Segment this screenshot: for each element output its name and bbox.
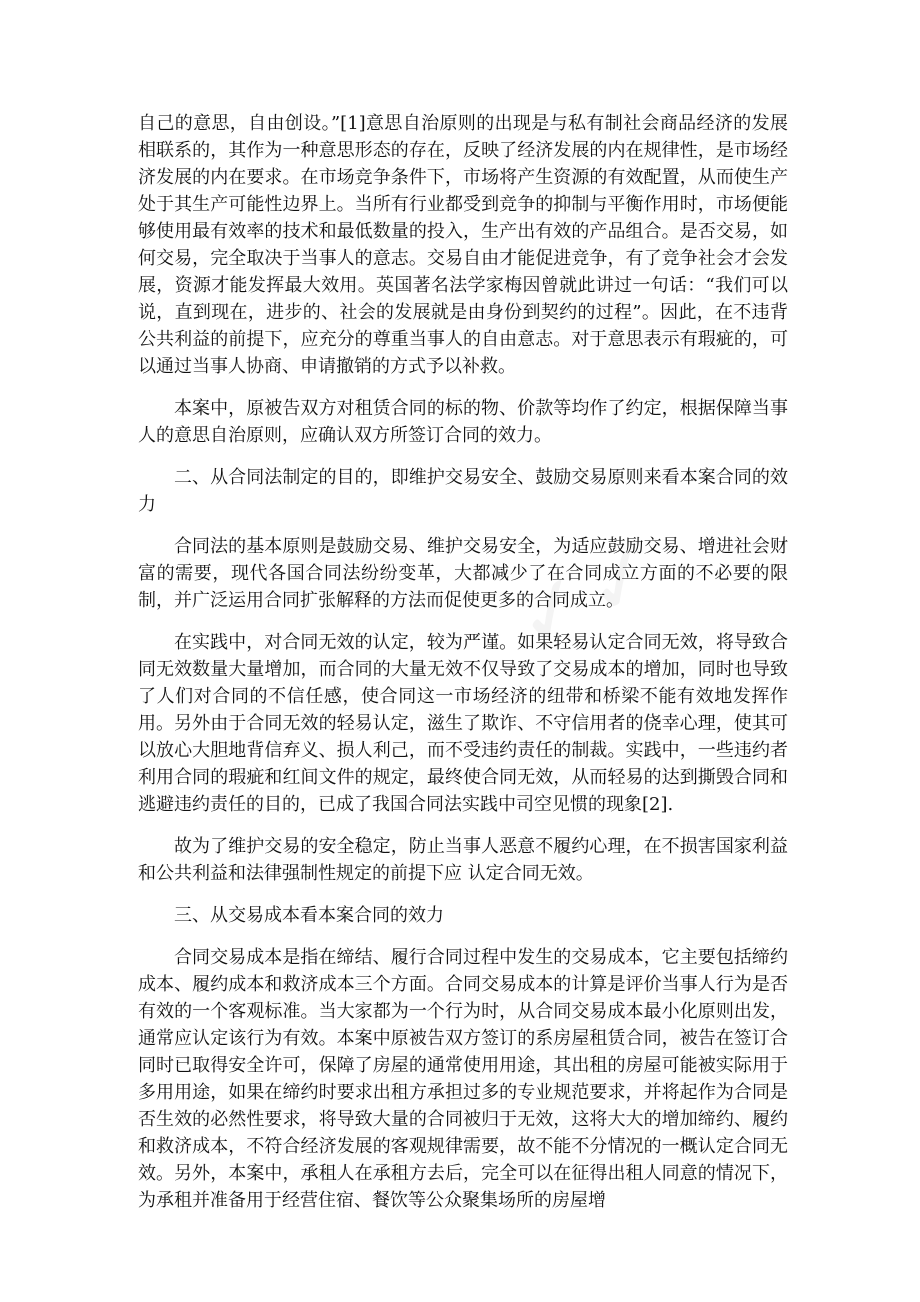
paragraph-case-conclusion: 本案中，原被告双方对租赁合同的标的物、价款等均作了约定，根据保障当事人的意思自治原则，应确认双方所签订合同的效力。 <box>138 398 788 446</box>
section-heading-2: 二、从合同法制定的目的，即维护交易安全、鼓励交易原则来看本案合同的效力 <box>138 467 788 515</box>
section-heading-3: 三、从交易成本看本案合同的效力 <box>174 905 444 926</box>
paragraph-transaction-safety: 故为了维护交易的安全稳定，防止当事人恶意不履约心理，在不损害国家利益和公共利益和法律强制性规定的前提下应 认定合同无效。 <box>138 836 788 884</box>
paragraph-autonomy-principle: 自己的意思，自由创设。”[1]意思自治原则的出现是与私有制社会商品经济的发展相联系的，其作为一种意思形态的存在，反映了经济发展的内在规律性，是市场经济发展的内在要求。在市场竞争条件下，市场将产生资源的有效配置，从而使生产处于其生产可能性边界上。当所有行业都受到竞争的抑制与平衡作用时，市场便能够使用最有效率的技术和最低数量的投入，生产出有效的产品组合。是否交易，如何交易，完全取决于当事人的意志。交易自由才能促进竞争，有了竞争社会才会发展，资源才能发挥最大效用。英国著名法学家梅因曾就此讲过一句话：“我们可以说，直到现在，进步的、社会的发展就是由身份到契约的过程”。因此，在不违背公共利益的前提下，应充分的尊重当事人的自由意志。对于意思表示有瑕疵的，可以通过当事人协商、申请撤销的方式予以补救。 <box>138 113 788 377</box>
paragraph-practice: 在实践中，对合同无效的认定，较为严谨。如果轻易认定合同无效，将导致合同无效数量大量增加，而合同的大量无效不仅导致了交易成本的增加，同时也导致了人们对合同的不信任感，使合同这一市场经济的纽带和桥梁不能有效地发挥作用。另外由于合同无效的轻易认定，滋生了欺诈、不守信用者的侥幸心理，使其可以放心大胆地背信弃义、损人利己，而不受违约责任的制裁。实践中，一些违约者利用合同的瑕疵和红间文件的规定，最终使合同无效，从而轻易的达到撕毁合同和逃避违约责任的目的，已成了我国合同法实践中司空见惯的现象[2]. <box>138 632 788 815</box>
paragraph-basic-principles: 合同法的基本原则是鼓励交易、维护交易安全，为适应鼓励交易、增进社会财富的需要，现代各国合同法纷纷变革，大都减少了在合同成立方面的不必要的限制，并广泛运用合同扩张解释的方法而促使更多的合同成立。 <box>138 536 788 611</box>
paragraph-transaction-cost: 合同交易成本是指在缔结、履行合同过程中发生的交易成本，它主要包括缔约成本、履约成本和救济成本三个方面。合同交易成本的计算是评价当事人行为是否有效的一个客观标准。当大家都为一个行为时，从合同交易成本最小化原则出发，通常应认定该行为有效。本案中原被告双方签订的系房屋租赁合同，被告在签订合同时已取得安全许可，保障了房屋的通常使用用途，其出租的房屋可能被实际用于多用用途，如果在缔约时要求出租方承担过多的专业规范要求，并将起作为合同是否生效的必然性要求，将导致大量的合同被归于无效，这将大大的增加缔约、履约和救济成本，不符合经济发展的客观规律需要，故不能不分情况的一概认定合同无效。另外，本案中，承租人在承租方去后，完全可以在征得出租人同意的情况下，为承租并准备用于经营住宿、餐饮等公众聚集场所的房屋增 <box>138 947 788 1211</box>
document-body <box>138 110 788 1229</box>
